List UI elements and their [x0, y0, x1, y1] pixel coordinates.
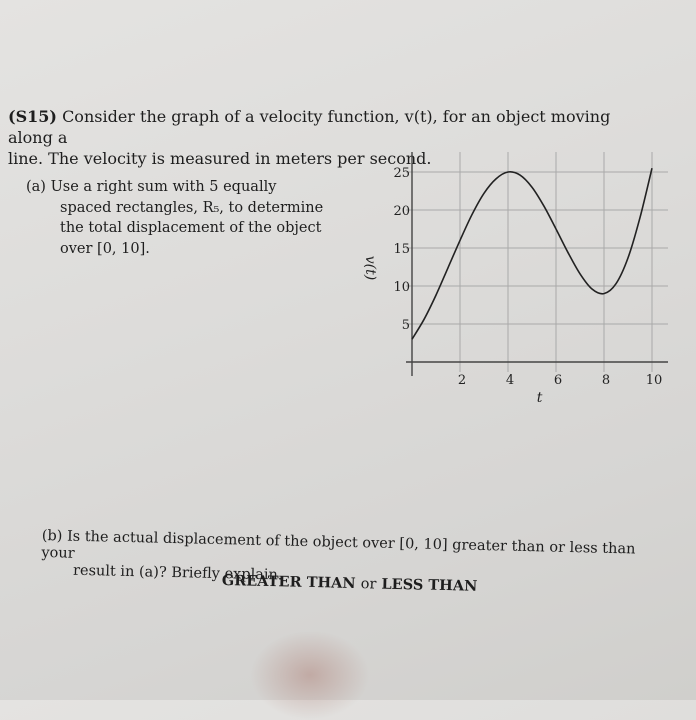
y-tick-label: 15 [393, 242, 410, 257]
answer-separator: or [360, 576, 377, 593]
x-tick-label: 8 [601, 373, 611, 388]
x-axis-label: t [536, 390, 543, 406]
part-a-line4: over [0, 10]. [60, 240, 150, 257]
y-axis-label: v(t) [362, 255, 378, 281]
part-b-line1: Is the actual displacement of the object over [0, 10] greater than or less than your [41, 528, 636, 562]
x-tick-label: 2 [457, 373, 467, 388]
grid-lines [406, 152, 668, 372]
y-tick-label: 5 [401, 318, 410, 333]
part-b-label: (b) [41, 528, 63, 545]
part-b-line2: result in (a)? Briefly explain. [72, 562, 283, 584]
y-tick-label: 20 [393, 204, 410, 219]
x-tick-label: 10 [645, 373, 663, 388]
answer-greater-than: GREATER THAN [221, 572, 356, 593]
answer-less-than: LESS THAN [381, 575, 478, 595]
y-tick-label: 25 [393, 166, 410, 181]
velocity-curve [412, 168, 652, 339]
problem-text-line1: Consider the graph of a velocity function, v(t), for an object moving along a [8, 107, 611, 147]
problem-text-line2: line. The velocity is measured in meters per second. [8, 149, 432, 168]
x-tick-label: 4 [505, 373, 515, 388]
tick-labels [393, 166, 662, 388]
part-a-line1: Use a right sum with 5 equally [50, 179, 277, 195]
part-a-line3: the total displacement of the object [60, 220, 322, 236]
y-tick-label: 10 [393, 280, 410, 295]
x-tick-label: 6 [553, 373, 563, 388]
problem-label: (S15) [8, 107, 57, 126]
part-a-label: (a) [26, 179, 46, 195]
axes [406, 152, 668, 376]
part-a-line2: spaced rectangles, R₅, to determine [60, 199, 324, 216]
